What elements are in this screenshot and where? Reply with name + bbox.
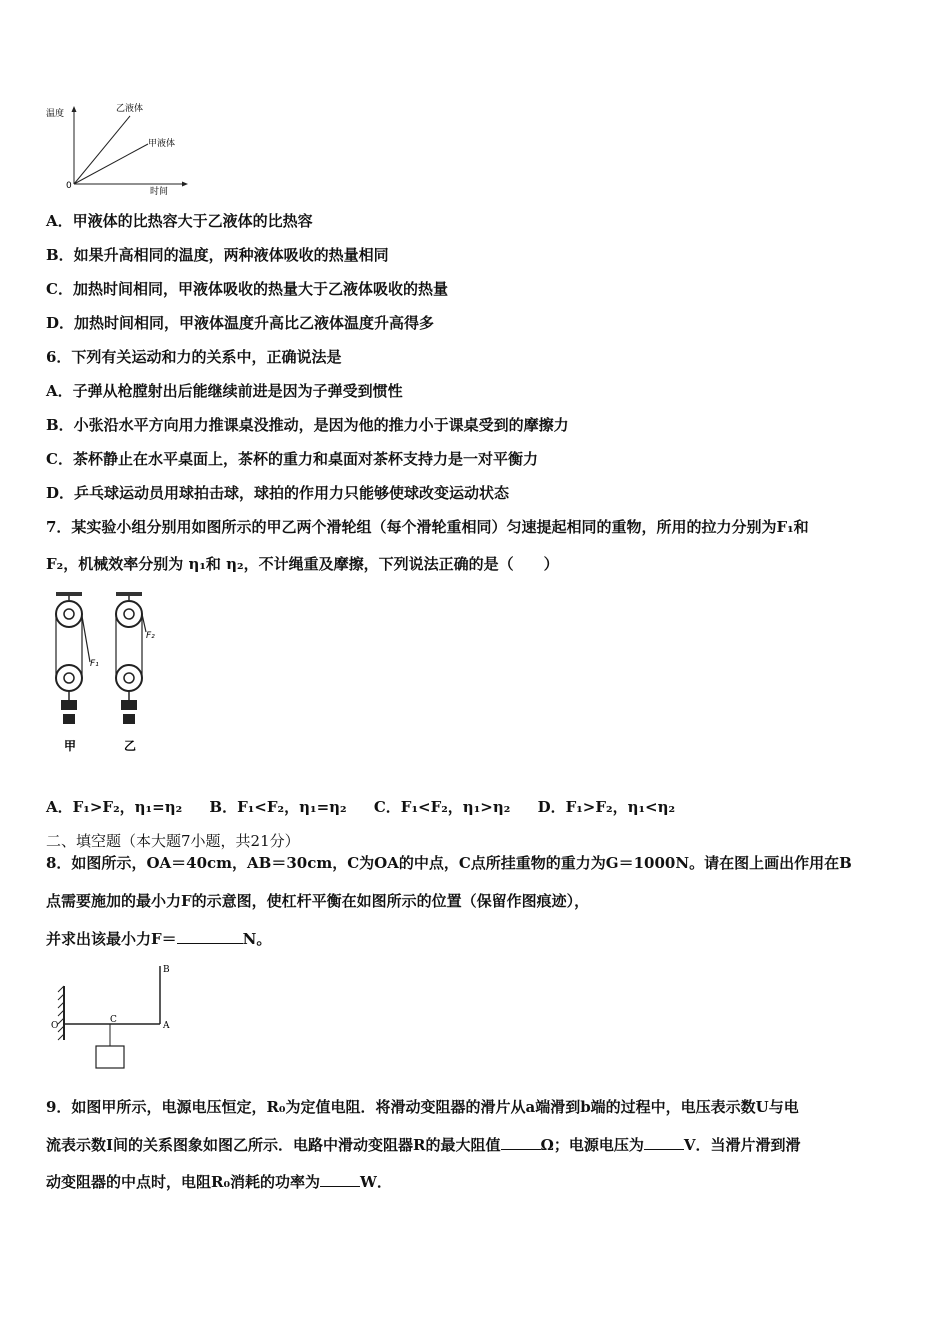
temperature-time-graph bbox=[44, 100, 194, 196]
q5-option-d: D．加热时间相同，甲液体温度升高比乙液体温度升高得多 bbox=[46, 314, 435, 332]
section-heading: 二、填空题（本大题7小题，共21分） bbox=[46, 832, 300, 850]
x-axis-label: 时间 bbox=[150, 187, 169, 196]
jia-line-label: 甲液体 bbox=[148, 139, 176, 149]
q9-line2-b: Ω；电源电压为 bbox=[540, 1136, 644, 1154]
q6-stem: 6．下列有关运动和力的关系中，正确说法是 bbox=[46, 348, 342, 366]
point-b: B bbox=[163, 965, 170, 975]
q8-line3-post: N。 bbox=[242, 930, 272, 948]
q9-line1: 9．如图甲所示，电源电压恒定，R₀为定值电阻．将滑动变阻器的滑片从a端滑到b端的过程中，电压表示数U与电 bbox=[46, 1098, 799, 1116]
q6-option-a: A．子弹从枪膛射出后能继续前进是因为子弹受到惯性 bbox=[46, 382, 403, 400]
line-jia bbox=[74, 144, 148, 184]
q9-blank-resistance[interactable] bbox=[501, 1135, 541, 1150]
y-axis-label: 温度 bbox=[46, 109, 65, 119]
q9-line3 bbox=[46, 1172, 392, 1192]
q7-stem-line2: F₂，机械效率分别为 η₁和 η₂，不计绳重及摩擦，下列说法正确的是（ ） bbox=[46, 555, 559, 573]
lever-figure bbox=[44, 960, 184, 1076]
line-yi bbox=[74, 116, 130, 184]
yi-line-label: 乙液体 bbox=[116, 104, 144, 114]
q9-line3-a: 动变阻器的中点时，电阻R₀消耗的功率为 bbox=[46, 1173, 321, 1191]
q8-line3 bbox=[46, 929, 271, 949]
q8-line1: 8．如图所示，OA＝40cm，AB＝30cm，C为OA的中点，C点所挂重物的重力为G＝1000N。请在图上画出作用在B bbox=[46, 854, 852, 872]
q6-option-c: C．茶杯静止在水平桌面上，茶杯的重力和桌面对茶杯支持力是一对平衡力 bbox=[46, 450, 538, 468]
q7-options bbox=[46, 797, 697, 817]
q9-blank-power[interactable] bbox=[320, 1172, 360, 1187]
q8-line2: 点需要施加的最小力F的示意图，使杠杆平衡在如图所示的位置（保留作图痕迹）， bbox=[46, 892, 590, 910]
pulley-label-yi: 乙 bbox=[124, 739, 137, 753]
point-c: C bbox=[110, 1015, 117, 1025]
force-label-f1: F₁ bbox=[90, 659, 99, 669]
q9-line2-c: V．当滑片滑到滑 bbox=[683, 1136, 801, 1154]
q8-answer-blank[interactable] bbox=[177, 929, 243, 944]
q9-line2-a: 流表示数I间的关系图象如图乙所示．电路中滑动变阻器R的最大阻值 bbox=[46, 1136, 501, 1154]
q5-option-a: A．甲液体的比热容大于乙液体的比热容 bbox=[46, 212, 313, 230]
point-o: O bbox=[51, 1021, 59, 1031]
q7-option-a: A．F₁>F₂，η₁=η₂ bbox=[46, 798, 183, 816]
q9-line3-b: W． bbox=[360, 1173, 392, 1191]
pulley-systems-figure bbox=[44, 588, 176, 758]
q7-option-d: D．F₁>F₂，η₁<η₂ bbox=[537, 798, 676, 816]
force-label-f2: F₂ bbox=[146, 631, 155, 641]
q9-line2 bbox=[46, 1135, 801, 1155]
q6-option-d: D．乒乓球运动员用球拍击球，球拍的作用力只能够使球改变运动状态 bbox=[46, 484, 510, 502]
q6-option-b: B．小张沿水平方向用力推课桌没推动，是因为他的推力小于课桌受到的摩擦力 bbox=[46, 416, 569, 434]
q7-stem-line1: 7．某实验小组分别用如图所示的甲乙两个滑轮组（每个滑轮重相同）匀速提起相同的重物，所用的拉力分别为F₁和 bbox=[46, 518, 809, 536]
origin-label: 0 bbox=[66, 181, 72, 191]
q9-blank-voltage[interactable] bbox=[644, 1135, 684, 1150]
q5-option-c: C．加热时间相同，甲液体吸收的热量大于乙液体吸收的热量 bbox=[46, 280, 448, 298]
q5-option-b: B．如果升高相同的温度，两种液体吸收的热量相同 bbox=[46, 246, 389, 264]
pulley-label-jia: 甲 bbox=[64, 739, 77, 753]
q7-option-c: C．F₁<F₂，η₁>η₂ bbox=[373, 798, 511, 816]
q7-option-b: B．F₁<F₂，η₁=η₂ bbox=[209, 798, 347, 816]
q8-line3-pre: 并求出该最小力F＝ bbox=[46, 930, 177, 948]
point-a: A bbox=[163, 1021, 170, 1031]
